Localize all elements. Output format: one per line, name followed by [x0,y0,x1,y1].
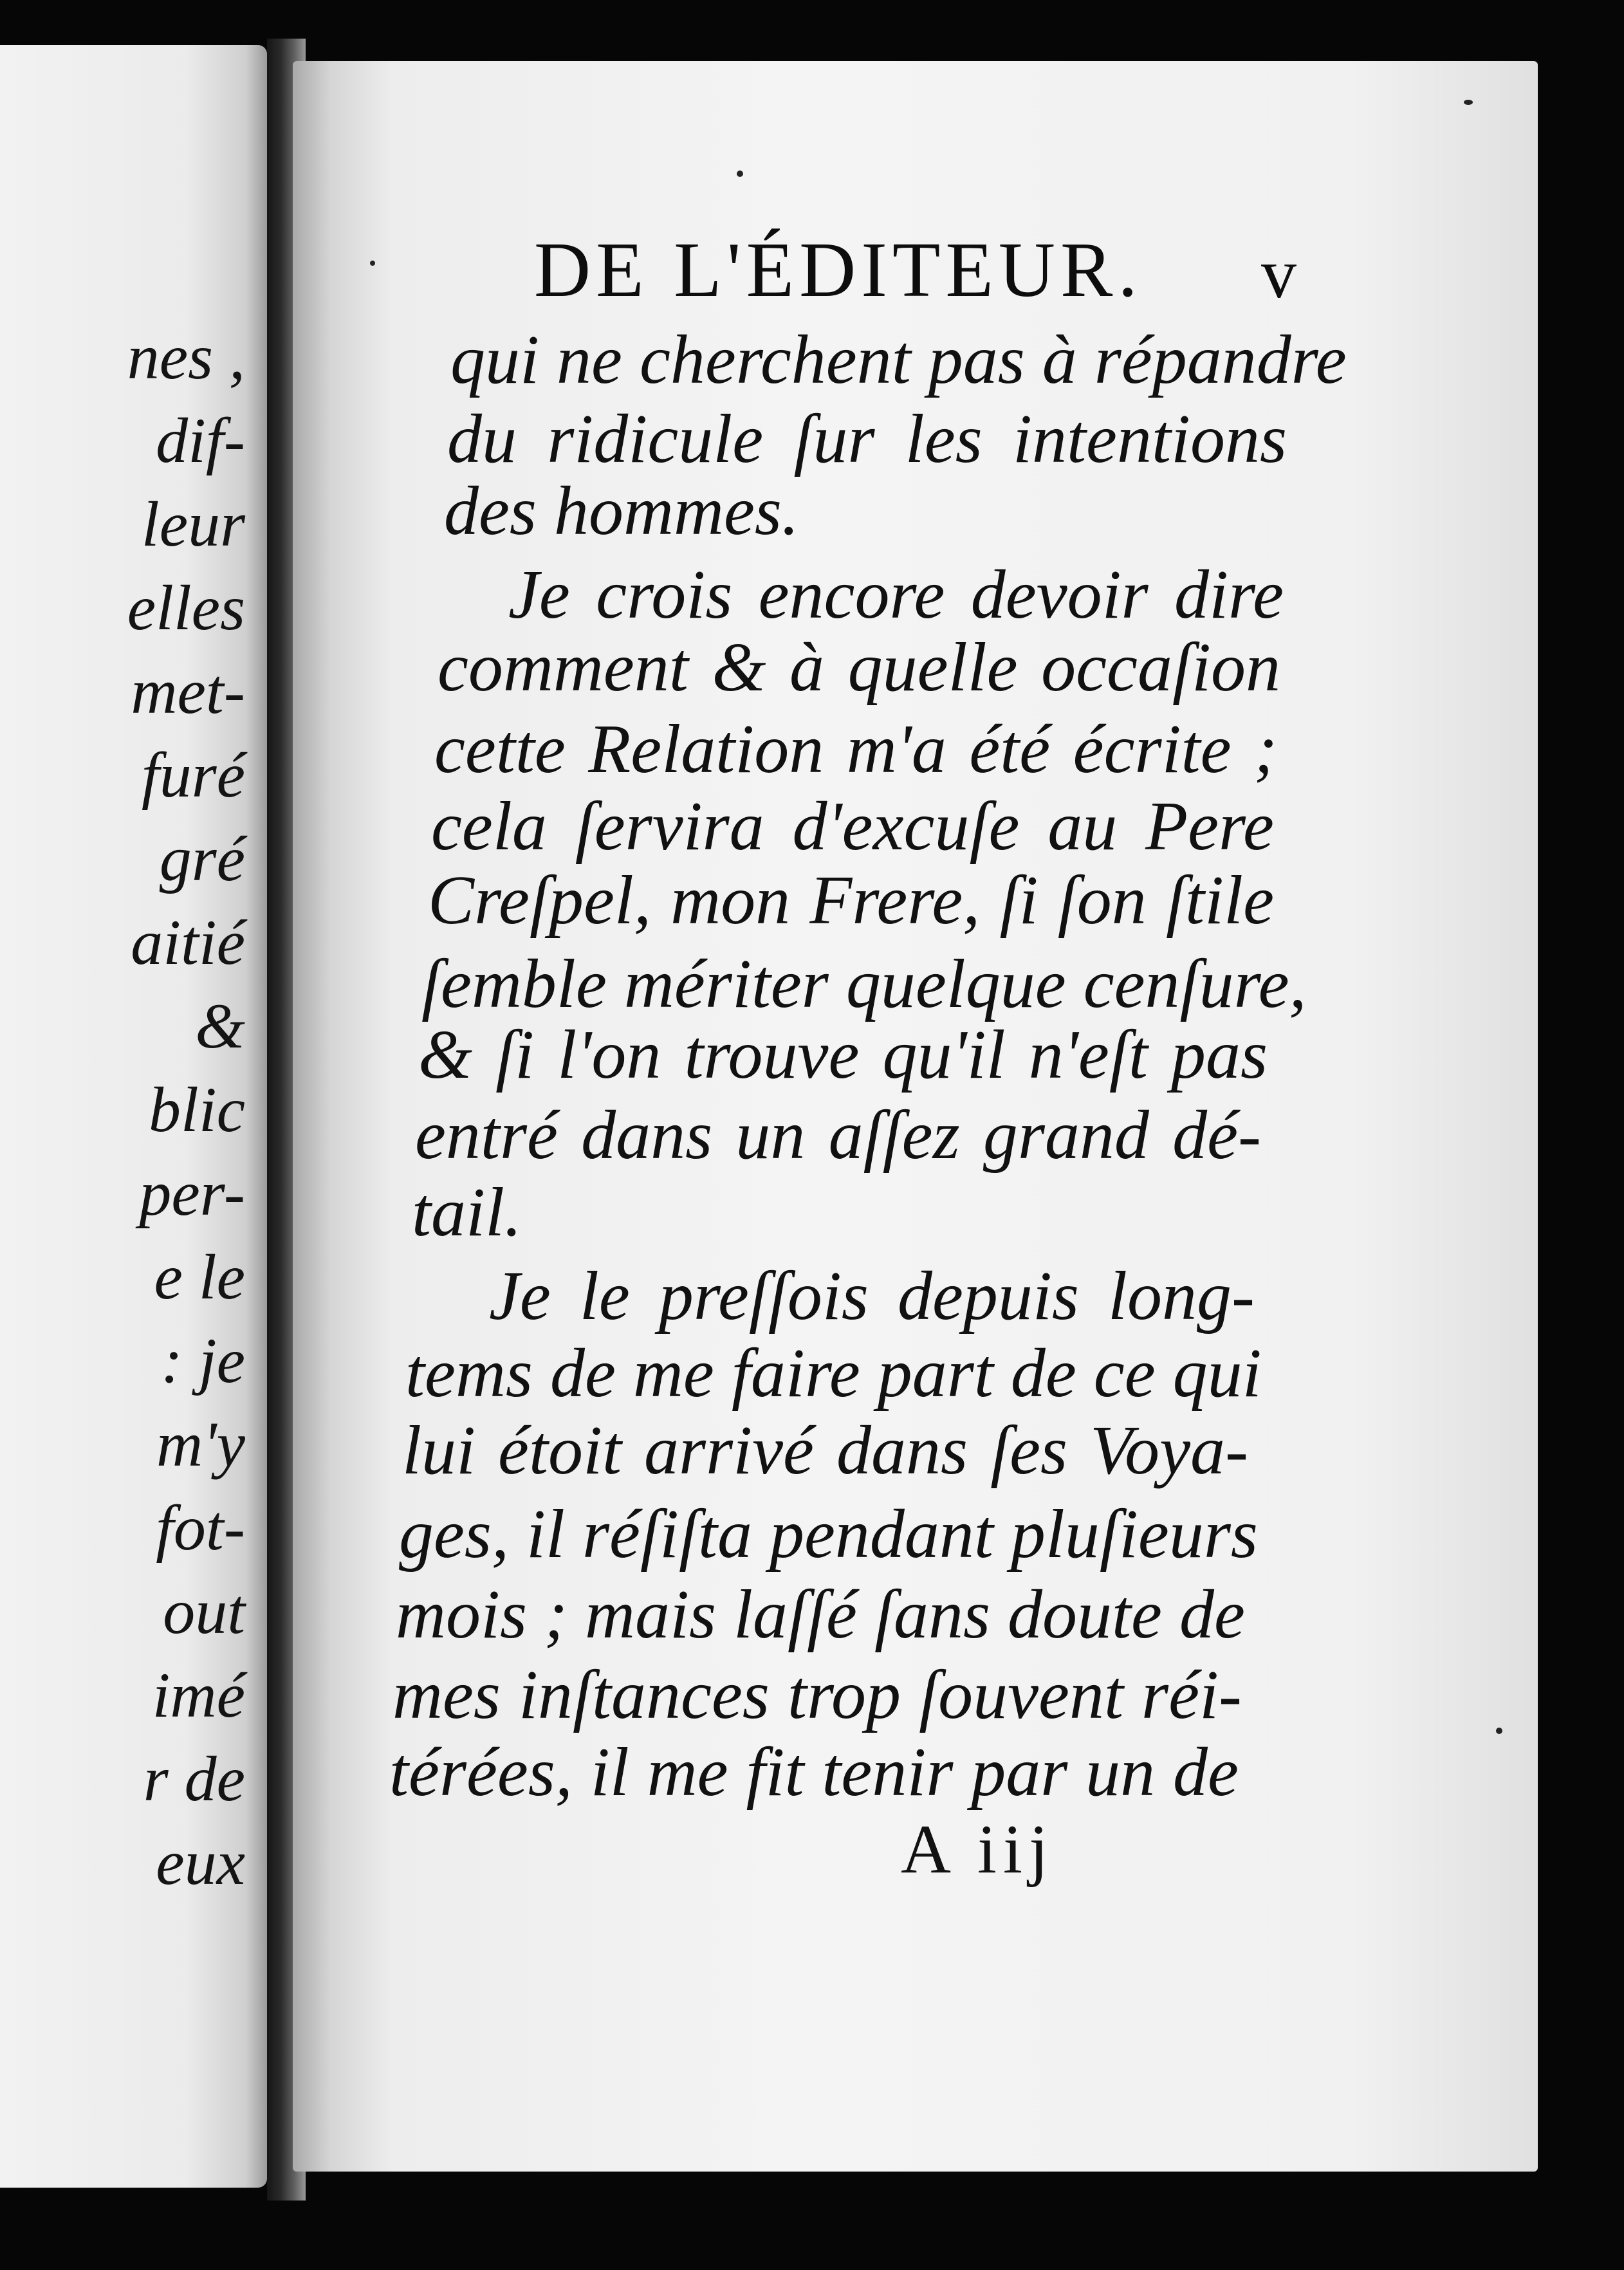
running-head: DE L'ÉDITEUR. [534,226,1143,313]
body-line: comment & à quelle occaſion [438,629,1280,706]
body-line: des hommes. [444,473,799,549]
left-line-fragment: gré [159,823,245,894]
left-line-fragment: e le [154,1241,245,1313]
left-line-fragment: m'y [156,1408,245,1480]
left-line-fragment: leur [141,488,245,560]
body-line: Je crois encore devoir dire [508,557,1284,633]
left-line-fragment: elles [127,572,245,643]
left-facing-page [0,45,267,2188]
signature-mark: A iij [901,1811,1055,1888]
body-line: du ridicule ſur les intentions [447,401,1287,477]
left-line-fragment: blic [149,1074,245,1145]
ink-speck [1464,100,1473,105]
body-line: ges, il réſiſta pendant pluſieurs [399,1496,1258,1573]
body-line: mois ; mais laſſé ſans doute de [396,1576,1245,1653]
left-line-fragment: aitié [131,907,245,978]
body-line: entré dans un aſſez grand dé- [415,1097,1261,1174]
left-line-fragment: per- [139,1158,245,1229]
body-line: qui ne cherchent pas à répandre [450,322,1347,398]
left-line-fragment: nes , [127,321,245,392]
left-line-fragment: eux [156,1827,245,1898]
left-line-fragment: & [195,990,245,1062]
body-line: térées, il me fit tenir par un de [389,1734,1239,1811]
body-line: cela ſervira d'excuſe au Pere [431,788,1274,865]
body-line: ſemble mériter quelque cenſure, [421,946,1307,1022]
page-number: v [1261,234,1296,313]
left-line-fragment: r de [143,1743,245,1814]
left-line-fragment: furé [141,739,245,811]
left-line-fragment: imé [152,1659,245,1731]
body-line: Creſpel, mon Frere, ſi ſon ſtile [428,862,1274,939]
ink-speck [370,261,375,266]
left-line-fragment: fot- [156,1492,245,1564]
body-line: cette Relation m'a été écrite ; [434,711,1277,788]
body-line: lui étoit arrivé dans ſes Voya- [402,1412,1248,1489]
left-line-fragment: dif- [156,405,245,476]
body-line: tail. [412,1174,522,1251]
body-line: tems de me faire part de ce qui [405,1335,1262,1412]
ink-speck [737,171,743,177]
left-line-fragment: : je [161,1325,245,1396]
left-line-fragment: met- [131,656,245,727]
body-line: mes inſtances trop ſouvent réi- [392,1657,1242,1733]
ink-speck [1496,1728,1502,1734]
body-line: & ſi l'on trouve qu'il n'eſt pas [418,1017,1268,1093]
body-line: Je le preſſois depuis long- [489,1258,1255,1334]
left-line-fragment: out [163,1576,245,1647]
